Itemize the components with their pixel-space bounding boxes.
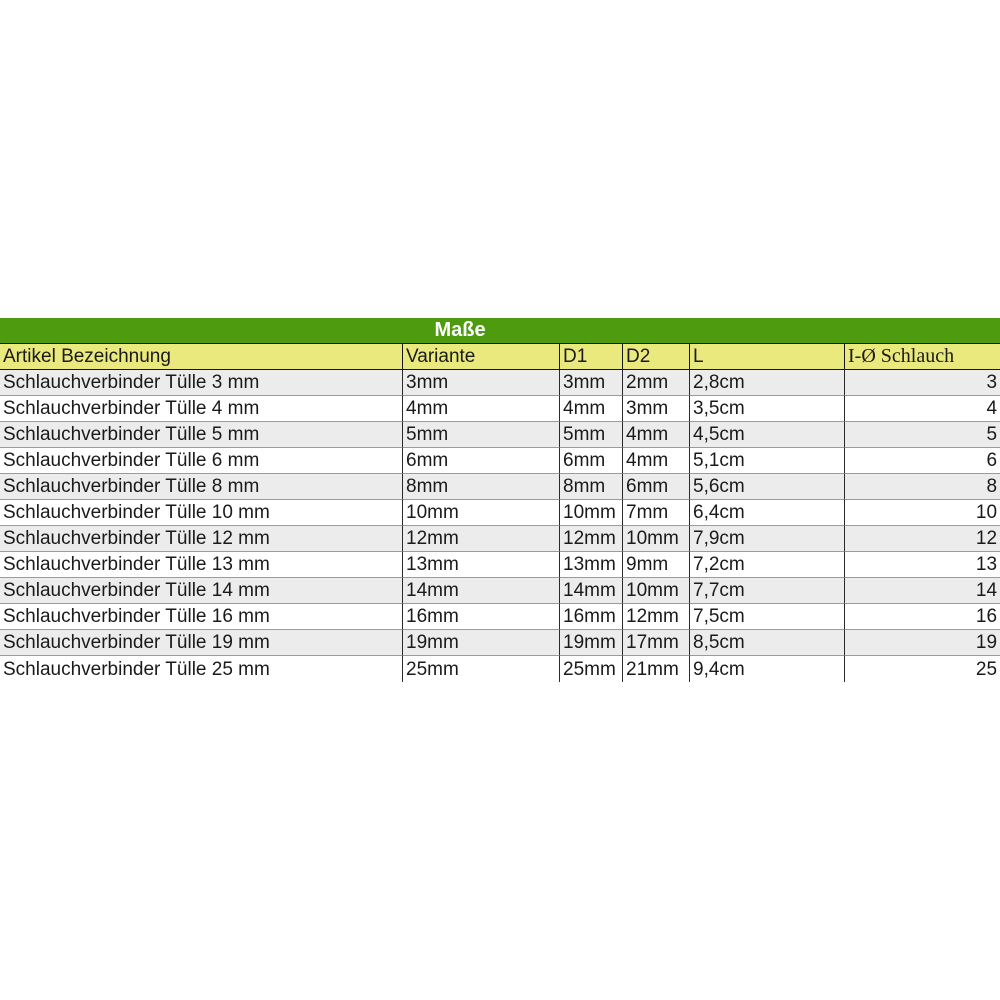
d2-cell: 10mm — [623, 578, 690, 604]
schlauch-diameter-cell: 16 — [845, 604, 1000, 630]
l-cell: 9,4cm — [690, 656, 845, 682]
header-d2: D2 — [623, 344, 690, 370]
article-name-cell: Schlauchverbinder Tülle 6 mm — [0, 448, 403, 474]
variante-cell: 8mm — [403, 474, 560, 500]
table-row — [0, 552, 1000, 578]
table-row — [0, 526, 1000, 552]
l-cell: 7,5cm — [690, 604, 845, 630]
variante-cell: 16mm — [403, 604, 560, 630]
article-name-cell: Schlauchverbinder Tülle 5 mm — [0, 422, 403, 448]
table-row — [0, 656, 1000, 682]
schlauch-diameter-cell: 14 — [845, 578, 1000, 604]
table-header-row — [0, 344, 1000, 370]
table-row — [0, 448, 1000, 474]
d2-cell: 17mm — [623, 630, 690, 656]
table-title-cell — [0, 318, 1000, 344]
l-cell: 4,5cm — [690, 422, 845, 448]
table-row — [0, 474, 1000, 500]
article-name-cell: Schlauchverbinder Tülle 16 mm — [0, 604, 403, 630]
variante-cell: 25mm — [403, 656, 560, 682]
d2-cell: 21mm — [623, 656, 690, 682]
article-name-cell: Schlauchverbinder Tülle 12 mm — [0, 526, 403, 552]
variante-cell: 6mm — [403, 448, 560, 474]
header-i-schlauch: I-Ø Schlauch — [845, 344, 1000, 370]
l-cell: 7,7cm — [690, 578, 845, 604]
article-name-cell: Schlauchverbinder Tülle 25 mm — [0, 656, 403, 682]
d2-cell: 10mm — [623, 526, 690, 552]
table-body — [0, 370, 1000, 682]
schlauch-diameter-cell: 3 — [845, 370, 1000, 396]
d2-cell: 7mm — [623, 500, 690, 526]
variante-cell: 5mm — [403, 422, 560, 448]
l-cell: 3,5cm — [690, 396, 845, 422]
d1-cell: 16mm — [560, 604, 623, 630]
schlauch-diameter-cell: 25 — [845, 656, 1000, 682]
table-row — [0, 604, 1000, 630]
d2-cell: 9mm — [623, 552, 690, 578]
article-name-cell: Schlauchverbinder Tülle 14 mm — [0, 578, 403, 604]
article-name-cell: Schlauchverbinder Tülle 10 mm — [0, 500, 403, 526]
l-cell: 6,4cm — [690, 500, 845, 526]
d1-cell: 12mm — [560, 526, 623, 552]
header-l: L — [690, 344, 845, 370]
d2-cell: 2mm — [623, 370, 690, 396]
l-cell: 5,6cm — [690, 474, 845, 500]
table-row — [0, 578, 1000, 604]
variante-cell: 4mm — [403, 396, 560, 422]
schlauch-diameter-cell: 8 — [845, 474, 1000, 500]
d1-cell: 3mm — [560, 370, 623, 396]
schlauch-diameter-cell: 19 — [845, 630, 1000, 656]
l-cell: 8,5cm — [690, 630, 845, 656]
article-name-cell: Schlauchverbinder Tülle 19 mm — [0, 630, 403, 656]
variante-cell: 3mm — [403, 370, 560, 396]
d1-cell: 25mm — [560, 656, 623, 682]
table-row — [0, 500, 1000, 526]
schlauch-diameter-cell: 5 — [845, 422, 1000, 448]
d1-cell: 4mm — [560, 396, 623, 422]
d2-cell: 6mm — [623, 474, 690, 500]
schlauch-diameter-cell: 10 — [845, 500, 1000, 526]
d2-cell: 12mm — [623, 604, 690, 630]
masse-table — [0, 318, 1000, 682]
schlauch-diameter-cell: 13 — [845, 552, 1000, 578]
variante-cell: 14mm — [403, 578, 560, 604]
schlauch-diameter-cell: 6 — [845, 448, 1000, 474]
table-row — [0, 370, 1000, 396]
article-name-cell: Schlauchverbinder Tülle 8 mm — [0, 474, 403, 500]
d2-cell: 4mm — [623, 422, 690, 448]
variante-cell: 13mm — [403, 552, 560, 578]
article-name-cell: Schlauchverbinder Tülle 3 mm — [0, 370, 403, 396]
table-row — [0, 630, 1000, 656]
d1-cell: 10mm — [560, 500, 623, 526]
table-title-row — [0, 318, 1000, 344]
d1-cell: 13mm — [560, 552, 623, 578]
table-row — [0, 422, 1000, 448]
d1-cell: 5mm — [560, 422, 623, 448]
d2-cell: 3mm — [623, 396, 690, 422]
variante-cell: 10mm — [403, 500, 560, 526]
schlauch-diameter-cell: 4 — [845, 396, 1000, 422]
l-cell: 7,2cm — [690, 552, 845, 578]
l-cell: 7,9cm — [690, 526, 845, 552]
table-title: Maße — [434, 319, 486, 341]
d1-cell: 19mm — [560, 630, 623, 656]
d1-cell: 14mm — [560, 578, 623, 604]
l-cell: 2,8cm — [690, 370, 845, 396]
article-name-cell: Schlauchverbinder Tülle 13 mm — [0, 552, 403, 578]
d1-cell: 8mm — [560, 474, 623, 500]
variante-cell: 12mm — [403, 526, 560, 552]
d1-cell: 6mm — [560, 448, 623, 474]
d2-cell: 4mm — [623, 448, 690, 474]
header-d1: D1 — [560, 344, 623, 370]
table-row — [0, 396, 1000, 422]
header-artikel-bezeichnung: Artikel Bezeichnung — [0, 344, 403, 370]
variante-cell: 19mm — [403, 630, 560, 656]
header-variante: Variante — [403, 344, 560, 370]
l-cell: 5,1cm — [690, 448, 845, 474]
schlauch-diameter-cell: 12 — [845, 526, 1000, 552]
article-name-cell: Schlauchverbinder Tülle 4 mm — [0, 396, 403, 422]
